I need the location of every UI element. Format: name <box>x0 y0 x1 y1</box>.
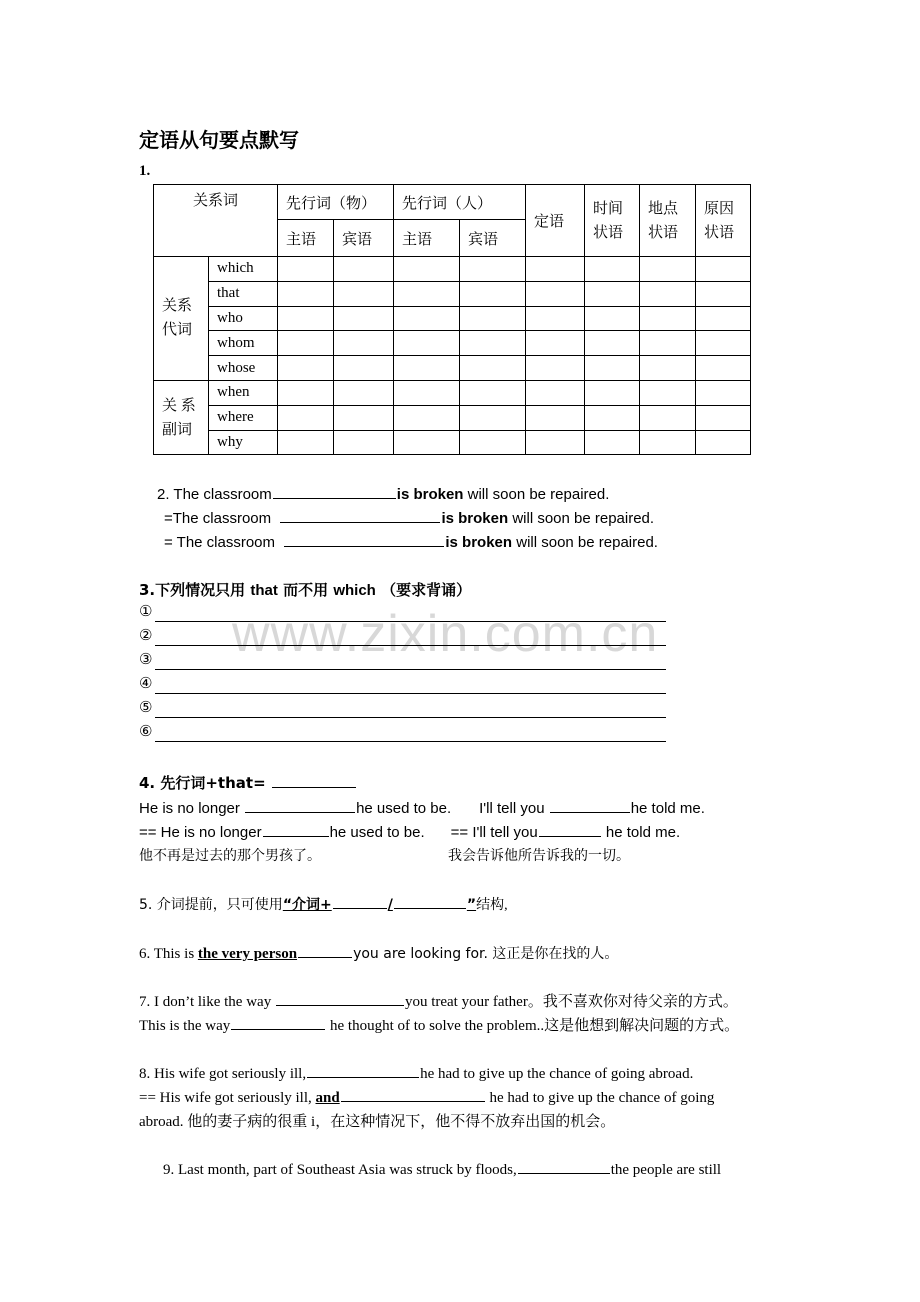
row-label: whose <box>209 356 278 381</box>
answer-cell[interactable] <box>696 430 751 455</box>
answer-blank[interactable] <box>539 821 601 837</box>
q3-mark-5: ⑤ <box>139 698 153 716</box>
answer-cell[interactable] <box>696 281 751 306</box>
answer-cell[interactable] <box>526 257 585 282</box>
header-time-adverbial: 时间 状语 <box>585 185 640 257</box>
answer-line[interactable] <box>155 717 666 718</box>
answer-cell[interactable] <box>394 430 460 455</box>
watermark: www.zixin.com.cn <box>232 605 659 663</box>
answer-cell[interactable] <box>334 430 394 455</box>
answer-cell[interactable] <box>334 380 394 405</box>
q8-line-1: 8. His wife got seriously ill, he had to give up the chance of going abroad. <box>139 1062 693 1083</box>
q9-line: 9. Last month, part of Southeast Asia was struck by floods, the people are still <box>163 1158 721 1179</box>
header-relative-word: 关系词 <box>154 185 278 257</box>
answer-cell[interactable] <box>278 356 334 381</box>
answer-cell[interactable] <box>460 405 526 430</box>
q8-line-2: == His wife got seriously ill, and he had to give up the chance of going <box>139 1086 714 1107</box>
answer-cell[interactable] <box>585 380 640 405</box>
q3-mark-2: ② <box>139 626 153 644</box>
q7-line-1: 7. I don’t like the way you treat your father。我不喜欢你对待父亲的方式。 <box>139 990 738 1011</box>
row-label: where <box>209 405 278 430</box>
answer-cell[interactable] <box>334 306 394 331</box>
q2-line-2: =The classroom is broken will soon be repaired. <box>164 507 654 527</box>
q6-line: 6. This is the very person you are looking for. 这正是你在找的人。 <box>139 942 618 963</box>
answer-cell[interactable] <box>526 405 585 430</box>
answer-blank[interactable] <box>231 1014 325 1030</box>
answer-cell[interactable] <box>460 430 526 455</box>
answer-blank[interactable] <box>394 893 466 909</box>
answer-cell[interactable] <box>640 356 696 381</box>
answer-line[interactable] <box>155 693 666 694</box>
answer-cell[interactable] <box>640 405 696 430</box>
row-label: that <box>209 281 278 306</box>
answer-cell[interactable] <box>696 331 751 356</box>
answer-cell[interactable] <box>394 306 460 331</box>
answer-line[interactable] <box>155 621 666 622</box>
answer-cell[interactable] <box>460 281 526 306</box>
q2-line-1: 2. The classroom is broken will soon be repaired. <box>157 483 609 503</box>
answer-cell[interactable] <box>278 331 334 356</box>
answer-cell[interactable] <box>526 356 585 381</box>
answer-cell[interactable] <box>334 331 394 356</box>
answer-blank[interactable] <box>263 821 329 837</box>
header-object-person: 宾语 <box>460 220 526 257</box>
q4-translation-2: 我会告诉他所告诉我的一切。 <box>448 848 630 864</box>
answer-line[interactable] <box>155 741 666 742</box>
answer-cell[interactable] <box>640 257 696 282</box>
answer-cell[interactable] <box>585 430 640 455</box>
answer-cell[interactable] <box>394 405 460 430</box>
answer-cell[interactable] <box>278 405 334 430</box>
answer-cell[interactable] <box>278 281 334 306</box>
answer-cell[interactable] <box>526 331 585 356</box>
header-subject-person: 主语 <box>394 220 460 257</box>
answer-cell[interactable] <box>460 257 526 282</box>
answer-cell[interactable] <box>394 356 460 381</box>
answer-blank[interactable] <box>341 1086 485 1102</box>
q3-mark-4: ④ <box>139 674 153 692</box>
answer-cell[interactable] <box>696 306 751 331</box>
answer-blank[interactable] <box>298 942 352 958</box>
q5-line: 5. 介词提前，只可使用“介词+ / ”结构, <box>139 893 508 914</box>
answer-cell[interactable] <box>696 380 751 405</box>
answer-cell[interactable] <box>526 306 585 331</box>
q4-heading: 4. 先行词+that= <box>139 772 357 793</box>
answer-blank[interactable] <box>518 1158 610 1174</box>
answer-cell[interactable] <box>640 306 696 331</box>
row-label: which <box>209 257 278 282</box>
answer-cell[interactable] <box>334 257 394 282</box>
answer-line[interactable] <box>155 669 666 670</box>
answer-cell[interactable] <box>278 306 334 331</box>
answer-cell[interactable] <box>585 257 640 282</box>
answer-cell[interactable] <box>460 356 526 381</box>
group-relative-adverb: 关 系 副词 <box>154 380 209 454</box>
row-label: who <box>209 306 278 331</box>
header-subject-thing: 主语 <box>278 220 334 257</box>
answer-cell[interactable] <box>394 281 460 306</box>
answer-cell[interactable] <box>526 430 585 455</box>
q4-translation-1: 他不再是过去的那个男孩了。 <box>139 848 321 864</box>
q3-mark-3: ③ <box>139 650 153 668</box>
header-place-adverbial: 地点 状语 <box>640 185 696 257</box>
answer-cell[interactable] <box>640 430 696 455</box>
answer-blank[interactable] <box>245 797 355 813</box>
answer-cell[interactable] <box>526 380 585 405</box>
header-attributive: 定语 <box>526 185 585 257</box>
header-object-thing: 宾语 <box>334 220 394 257</box>
answer-blank[interactable] <box>276 990 404 1006</box>
header-antecedent-person: 先行词（人） <box>394 185 526 220</box>
answer-cell[interactable] <box>394 257 460 282</box>
answer-blank[interactable] <box>284 531 444 547</box>
answer-cell[interactable] <box>278 257 334 282</box>
answer-cell[interactable] <box>640 380 696 405</box>
page-title: 定语从句要点默写 <box>139 128 299 152</box>
question-1-number: 1. <box>139 163 151 179</box>
q3-mark-6: ⑥ <box>139 722 153 740</box>
answer-cell[interactable] <box>334 281 394 306</box>
answer-blank[interactable] <box>280 507 440 523</box>
q2-line-3: = The classroom is broken will soon be repaired. <box>164 531 658 551</box>
answer-cell[interactable] <box>334 356 394 381</box>
row-label: why <box>209 430 278 455</box>
answer-cell[interactable] <box>278 380 334 405</box>
answer-blank[interactable] <box>550 797 630 813</box>
q3-heading: 3.下列情况只用 that 而不用 which （要求背诵） <box>139 581 472 599</box>
answer-cell[interactable] <box>585 356 640 381</box>
row-label: whom <box>209 331 278 356</box>
answer-cell[interactable] <box>585 281 640 306</box>
answer-cell[interactable] <box>278 430 334 455</box>
answer-cell[interactable] <box>526 281 585 306</box>
group-relative-pronoun: 关系 代词 <box>154 257 209 381</box>
answer-cell[interactable] <box>696 257 751 282</box>
answer-line[interactable] <box>155 645 666 646</box>
answer-cell[interactable] <box>394 331 460 356</box>
answer-cell[interactable] <box>640 331 696 356</box>
answer-cell[interactable] <box>585 405 640 430</box>
answer-cell[interactable] <box>585 331 640 356</box>
answer-blank[interactable] <box>307 1062 419 1078</box>
answer-cell[interactable] <box>460 380 526 405</box>
answer-cell[interactable] <box>460 306 526 331</box>
header-reason-adverbial: 原因 状语 <box>696 185 751 257</box>
answer-cell[interactable] <box>640 281 696 306</box>
q3-mark-1: ① <box>139 602 153 620</box>
relative-word-table <box>153 184 751 455</box>
answer-blank[interactable] <box>333 893 387 909</box>
q4-line-2: == He is no longer he used to be. == I'll tell you he told me. <box>139 821 680 841</box>
answer-cell[interactable] <box>394 380 460 405</box>
answer-cell[interactable] <box>696 405 751 430</box>
answer-cell[interactable] <box>460 331 526 356</box>
answer-cell[interactable] <box>334 405 394 430</box>
q8-line-3: abroad. 他的妻子病的很重 i，在这种情况下，他不得不放弃出国的机会。 <box>139 1114 616 1130</box>
row-label: when <box>209 380 278 405</box>
q4-line-1: He is no longer he used to be. I'll tell you he told me. <box>139 797 705 817</box>
answer-cell[interactable] <box>585 306 640 331</box>
q7-line-2: This is the way he thought of to solve the problem..这是他想到解决问题的方式。 <box>139 1014 739 1035</box>
header-antecedent-thing: 先行词（物） <box>278 185 394 220</box>
answer-blank[interactable] <box>272 772 356 788</box>
answer-blank[interactable] <box>273 483 396 499</box>
answer-cell[interactable] <box>696 356 751 381</box>
